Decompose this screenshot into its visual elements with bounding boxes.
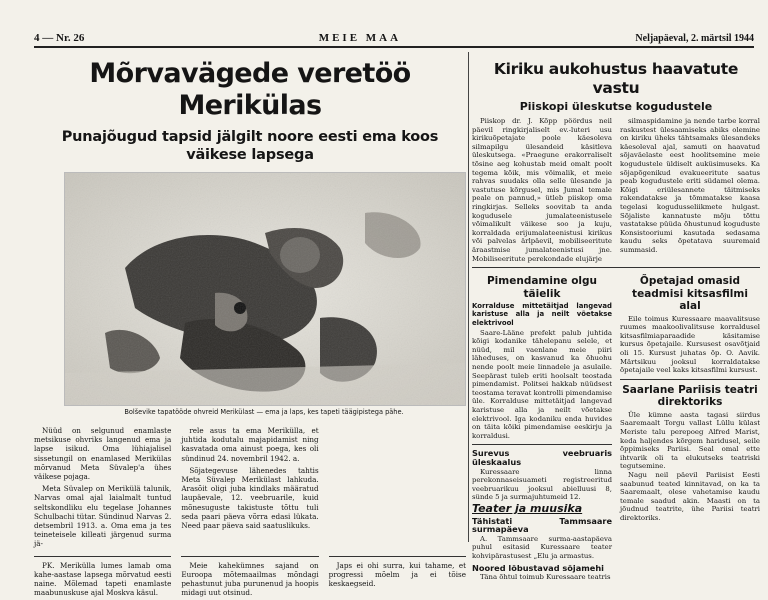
article-paragraph: Meta Süvalep on Merikülä talunik, Narvas omal ajal laialmalt tuntud seltskondliku elu tegelase Johannes Schulbachi tütar. Sündinud Narvas 2. detsembril 1913. a. Oma ema ja tes teineteisele killeati järgenud surma jä- [34, 484, 172, 549]
main-article-body [34, 426, 466, 600]
soldiers-entertainment-body: Täna õhtul toimub Kuressaare teatris [480, 573, 611, 582]
article-paragraph: Meie kahekümnes sajand on Euroopa mõtemaailmas mõndagi pehastunut juba purunenud ja hoopis midagi uut otsinud. [181, 560, 319, 598]
news-photo [64, 172, 466, 406]
paris-director-body: Nagu neil päevil Pariisist Eesti saabunud teated kinnitavad, on ka ta Saaremaalt, olese vahetamise kaudu temale saadud akin. Maasti on ta jõudnud teatrite, ühe Pariisi teatri direktoriks. [620, 470, 760, 522]
divider [472, 267, 760, 268]
church-subhead: Piiskopi üleskutse kogudustele [519, 100, 713, 113]
right-column [472, 52, 760, 582]
article-column [181, 552, 318, 600]
divider [329, 556, 466, 557]
article-paragraph: Japs ei ohi surra, kui tahame, et progressi mõelm ja ei tõise keskaegseid. [328, 560, 466, 589]
left-subcolumn [472, 272, 612, 582]
blackout-headline: Pimendamine olgu täielik [486, 275, 598, 300]
paris-director-body: Üle kümne aasta tagasi siirdus Saaremaalt Torgu vallast Lüllu külast Meriste talu perepoeg Alfred Marist, keda haljendes kõrgem haridusel, seile õppimiseks Pariisi. Seal omal ette ihtvarik oli ta elukutseks teatriski tegutsemine. [620, 410, 760, 471]
divider [34, 556, 171, 557]
article-paragraph: silmaspidamine ja nende tarbe korral raskustest ülesaamiseks abiks olemine on kiriku üheks tähtsamaks ülesandeks käesoleval ajal, samuti on haavatud sõjaväelaste eest hoolitsemine meie kogudustele üldiselt auküsimuseks. Ka sõjapõgenikud evakueeritute saatus peab kogudustele eriti südamel olema. Kõigi eriülesannete täitmiseks rakendatakse ja tõmmatakse kaasa tegelasi kogudusseliikmete hulgast. Sõjaliste kannatuste mõju tõttu vastatakse püüda õhustunud koguduste Konsistooriumi kasutada sedasama kaudu seks õpetatava suuremaid summasid. [620, 117, 760, 254]
soldiers-entertainment-headline: Noored lõbustavad sõjamehi [472, 562, 604, 573]
divider [620, 379, 760, 380]
paris-director-headline: Saarlane Pariisis teatri direktoriks [622, 383, 758, 409]
teachers-body: Eile toimus Kuressaare maavalitsuse ruumes maakoolivalitsuse korraldusel kitsasfilmiaparaadide käsitamise kursus õpetajaile. Kursusest osavõtjaid oli 15. Kursust juhatas õp. O. Aavik. Märtsikuu jooksul korraldatakse õpetajaile veel kaks kitsasfilmi kursust. [620, 314, 760, 375]
snow-scene-image [65, 173, 465, 405]
photo-caption: Bolševike tapatööde ohvreid Merikülast — ema ja laps, kes tapeti täägipistega pähe. [124, 408, 404, 416]
main-subhead: Punajõugud tapsid jälgilt noore eesti ema koos väikese lapsega [61, 129, 439, 163]
teachers-headline: Õpetajad omasid teadmisi kitsasfilmi alal [632, 275, 748, 313]
masthead [34, 30, 754, 48]
main-headline: Mõrvavägede veretöö Merikülas [89, 58, 411, 121]
tammsaare-headline: Tähistati Tammsaare surmapäeva [472, 515, 612, 535]
newspaper-title: MEIE MAA [318, 32, 402, 44]
right-subcolumn [620, 272, 760, 582]
column-divider [468, 52, 469, 542]
page-number: 4 — Nr. 26 [34, 32, 85, 44]
church-article-body [472, 117, 760, 263]
article-paragraph: rele asus ta ema Merikülla, et juhtida kodutalu majapidamist ning kasvatada oma ainust poega, kes oli sündinud 24. novembril 1942. a. [181, 426, 319, 463]
issue-date: Neljapäeval, 2. märtsil 1944 [635, 32, 754, 44]
church-headline: Kiriku aukohustus haavatute vastu [493, 60, 739, 97]
article-paragraph: Nüüd on selgunud enamlaste metsikuse ohvriks langenud ema ja lapse isikud. Oma lühiajalisel sissetungil on enamlased Merikülas mõrvanud Meta Süvalep'a ühes väikese pojaga. [34, 426, 172, 482]
article-column [34, 552, 171, 600]
tammsaare-body: A. Tammsaare surma-aastapäeva puhul esitasid Kuressaare teater kohvipärastusest „Elu ja armastus. [472, 534, 612, 560]
article-column [329, 552, 466, 600]
theater-section-heading: Teater ja muusika [472, 501, 583, 515]
main-article [34, 52, 466, 600]
article-paragraph: Piiskop dr. J. Kõpp pöördus neil päevil ringkirjaliselt ev.-luteri usu kirikuõpetajate poole käesoleva silmapilgu ülesandeid käsitleva üleskutsega. «Praegune erakorraliselt tõsine aeg kohustab meid omalt poolt tegema kõik, mis võimalik, et meie rahvas suudaks olla selle ülesande ja vastutuse kõrgusel, mis Jumal temale pealе on pannud,» ütleb piiskop oma ringkirjas. Selleks soovitab ta anda kogudusele jumalateenistusele võimalikult väikese soo ja kuju, korraldada erijumalateenistusi kirikus või palvelas ärlpäevil, mobiliseeritute äraastmise jumalateenistusi jne. Mobiliseeritute perekondade elujärje [472, 117, 612, 263]
mortality-headline: Surevus veebruaris üleskaalus [472, 448, 612, 468]
mortality-body: Kuressaare linna perekonnaseisuameti registreeritud veebruarikuu jooksul abielluusi 8, sünde 5 ja surmajuhtumeid 12. [472, 467, 612, 502]
article-paragraph: PK. Merikülla lumes lamab oma kahe-aastase lapsega mõrvatud eesti naine. Mõlemad tapeti enamlaste maabunuskuse ajal Moskva käsul. [34, 560, 172, 598]
divider [472, 444, 612, 445]
blackout-body: Saare-Lääne prefekt palub juhtida kõigi kodanike tähelepanu selele, et nüüd, mil vaenlane meie piiri läheduses, on kasvanud ka õhuohu nende poolt meie linnadele ja asulaile. Seepärast tuleb eriti hoolsalt teostada pimendamist. Politsei hakkab nüüdsest teostama teravat kontrolli pimendamise üle. Korralduse mittetäitjad langevad karistuse alla ja neilt võetakse elektrivool. Iga kodaniku enda huvides on täita kõiki pimendamise eeskirju ja korraldusi. [472, 328, 612, 440]
article-paragraph: Sõjategevuse lähenedes tahtis Meta Süvalep Merikülast lahkuda. Arasõit oligi juba kindlaks määratud laupäevale, 12. veebruarile, kuid mõnesuguste takistuste tõttu tuli seda paari päeva võrra edasi lükata. Need paar päeva said saatuslikuks. [181, 465, 319, 531]
divider [181, 556, 318, 557]
lower-right-columns [472, 272, 760, 582]
blackout-subhead: Korralduse mittetäitjad langevad karistuse alla ja neilt võetakse elektrivool [472, 302, 612, 327]
